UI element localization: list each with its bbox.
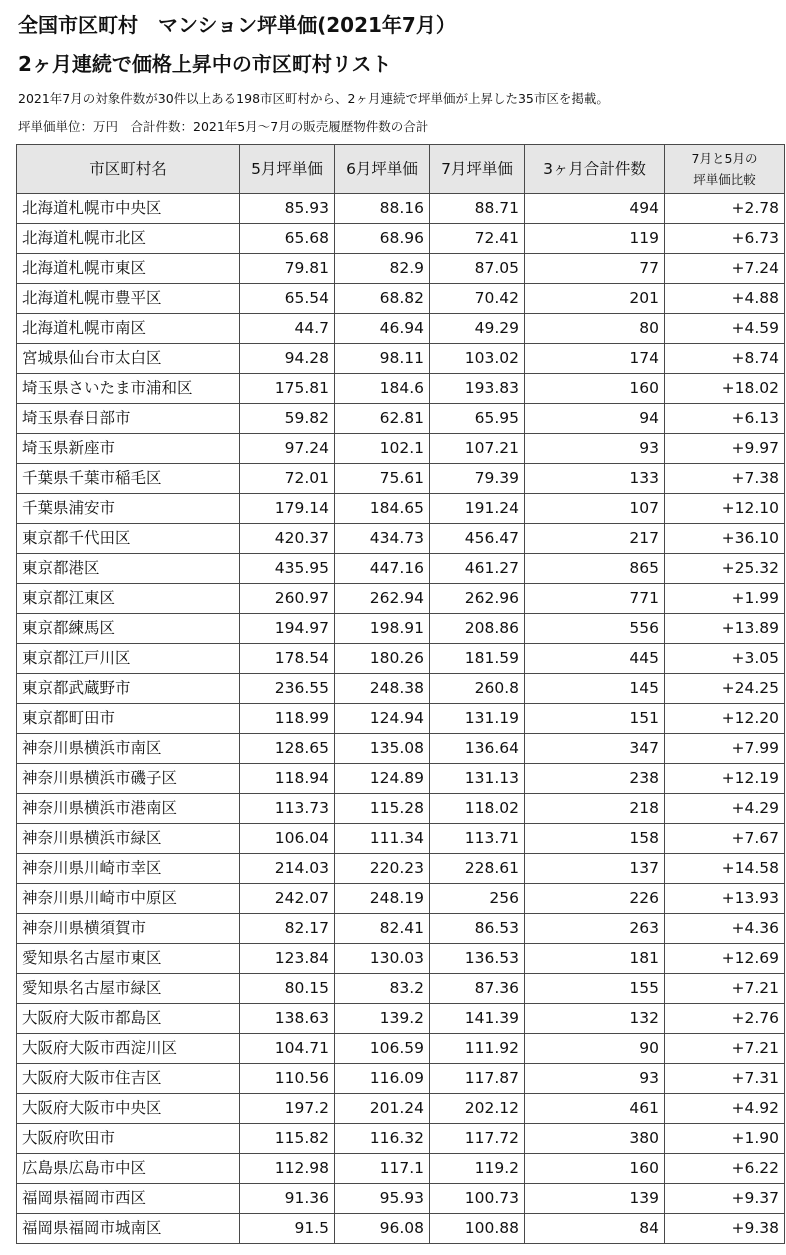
- table-row: [17, 464, 785, 494]
- cell-total-count: 238: [525, 764, 665, 794]
- header-ratio-line2: 坪単価比較: [693, 172, 756, 187]
- cell-july-price: 79.39: [430, 464, 525, 494]
- cell-price-diff: +4.59: [665, 314, 785, 344]
- cell-price-diff: +13.93: [665, 884, 785, 914]
- cell-july-price: 70.42: [430, 284, 525, 314]
- cell-total-count: 90: [525, 1034, 665, 1064]
- cell-june-price: 88.16: [335, 194, 430, 224]
- cell-july-price: 111.92: [430, 1034, 525, 1064]
- cell-may-price: 104.71: [240, 1034, 335, 1064]
- cell-name: 神奈川県横須賀市: [17, 914, 240, 944]
- cell-price-diff: +12.20: [665, 704, 785, 734]
- cell-total-count: 93: [525, 1064, 665, 1094]
- cell-june-price: 111.34: [335, 824, 430, 854]
- cell-price-diff: +12.19: [665, 764, 785, 794]
- unit-note: 坪単価単位：万円 合計件数：2021年5月～7月の販売履歴物件数の合計: [18, 119, 429, 134]
- cell-total-count: 93: [525, 434, 665, 464]
- cell-july-price: 260.8: [430, 674, 525, 704]
- description-text: 2021年7月の対象件数が30件以上ある198市区町村から、2ヶ月連続で坪単価が上昇した35市区を掲載。: [18, 91, 609, 106]
- table-row: [17, 704, 785, 734]
- cell-total-count: 139: [525, 1184, 665, 1214]
- table-row: [17, 944, 785, 974]
- cell-price-diff: +7.21: [665, 1034, 785, 1064]
- cell-june-price: 180.26: [335, 644, 430, 674]
- cell-price-diff: +9.97: [665, 434, 785, 464]
- cell-total-count: 865: [525, 554, 665, 584]
- cell-price-diff: +18.02: [665, 374, 785, 404]
- header-july: 7月坪単価: [430, 145, 525, 194]
- cell-july-price: 131.19: [430, 704, 525, 734]
- cell-total-count: 160: [525, 374, 665, 404]
- cell-may-price: 79.81: [240, 254, 335, 284]
- header-june: 6月坪単価: [335, 145, 430, 194]
- cell-name: 埼玉県さいたま市浦和区: [17, 374, 240, 404]
- cell-july-price: 141.39: [430, 1004, 525, 1034]
- cell-total-count: 771: [525, 584, 665, 614]
- cell-total-count: 494: [525, 194, 665, 224]
- table-row: [17, 1214, 785, 1244]
- cell-june-price: 139.2: [335, 1004, 430, 1034]
- cell-name: 千葉県浦安市: [17, 494, 240, 524]
- cell-total-count: 155: [525, 974, 665, 1004]
- cell-total-count: 151: [525, 704, 665, 734]
- cell-total-count: 445: [525, 644, 665, 674]
- cell-june-price: 75.61: [335, 464, 430, 494]
- table-row: [17, 494, 785, 524]
- cell-total-count: 556: [525, 614, 665, 644]
- cell-july-price: 262.96: [430, 584, 525, 614]
- cell-may-price: 420.37: [240, 524, 335, 554]
- header-ratio: [665, 145, 785, 194]
- table-row: [17, 1154, 785, 1184]
- cell-june-price: 220.23: [335, 854, 430, 884]
- table-row: [17, 374, 785, 404]
- cell-name: 東京都千代田区: [17, 524, 240, 554]
- cell-price-diff: +9.38: [665, 1214, 785, 1244]
- cell-total-count: 94: [525, 404, 665, 434]
- cell-july-price: 193.83: [430, 374, 525, 404]
- cell-may-price: 85.93: [240, 194, 335, 224]
- header-total: 3ヶ月合計件数: [525, 145, 665, 194]
- cell-name: 東京都港区: [17, 554, 240, 584]
- cell-name: 東京都江戸川区: [17, 644, 240, 674]
- table-row: [17, 194, 785, 224]
- cell-may-price: 80.15: [240, 974, 335, 1004]
- cell-name: 北海道札幌市北区: [17, 224, 240, 254]
- cell-july-price: 117.87: [430, 1064, 525, 1094]
- cell-may-price: 94.28: [240, 344, 335, 374]
- cell-june-price: 447.16: [335, 554, 430, 584]
- cell-total-count: 263: [525, 914, 665, 944]
- cell-price-diff: +4.29: [665, 794, 785, 824]
- cell-total-count: 158: [525, 824, 665, 854]
- cell-may-price: 91.36: [240, 1184, 335, 1214]
- table-row: [17, 884, 785, 914]
- cell-price-diff: +4.88: [665, 284, 785, 314]
- table-row: [17, 344, 785, 374]
- cell-may-price: 260.97: [240, 584, 335, 614]
- cell-july-price: 88.71: [430, 194, 525, 224]
- cell-price-diff: +14.58: [665, 854, 785, 884]
- cell-june-price: 117.1: [335, 1154, 430, 1184]
- cell-june-price: 46.94: [335, 314, 430, 344]
- cell-total-count: 347: [525, 734, 665, 764]
- cell-total-count: 181: [525, 944, 665, 974]
- cell-total-count: 133: [525, 464, 665, 494]
- cell-july-price: 49.29: [430, 314, 525, 344]
- cell-price-diff: +2.78: [665, 194, 785, 224]
- cell-price-diff: +7.38: [665, 464, 785, 494]
- cell-july-price: 461.27: [430, 554, 525, 584]
- cell-july-price: 87.36: [430, 974, 525, 1004]
- cell-price-diff: +4.92: [665, 1094, 785, 1124]
- header-name: 市区町村名: [17, 145, 240, 194]
- cell-june-price: 116.32: [335, 1124, 430, 1154]
- cell-july-price: 65.95: [430, 404, 525, 434]
- cell-june-price: 124.94: [335, 704, 430, 734]
- cell-july-price: 136.53: [430, 944, 525, 974]
- cell-may-price: 112.98: [240, 1154, 335, 1184]
- cell-july-price: 456.47: [430, 524, 525, 554]
- cell-total-count: 380: [525, 1124, 665, 1154]
- cell-may-price: 82.17: [240, 914, 335, 944]
- cell-name: 東京都町田市: [17, 704, 240, 734]
- cell-price-diff: +12.10: [665, 494, 785, 524]
- cell-july-price: 208.86: [430, 614, 525, 644]
- cell-may-price: 44.7: [240, 314, 335, 344]
- cell-price-diff: +2.76: [665, 1004, 785, 1034]
- cell-price-diff: +6.13: [665, 404, 785, 434]
- table-row: [17, 824, 785, 854]
- cell-july-price: 131.13: [430, 764, 525, 794]
- cell-price-diff: +6.22: [665, 1154, 785, 1184]
- cell-may-price: 110.56: [240, 1064, 335, 1094]
- cell-price-diff: +13.89: [665, 614, 785, 644]
- table-body: [17, 194, 785, 1244]
- table-row: [17, 614, 785, 644]
- cell-may-price: 138.63: [240, 1004, 335, 1034]
- cell-may-price: 179.14: [240, 494, 335, 524]
- table-row: [17, 1184, 785, 1214]
- cell-june-price: 135.08: [335, 734, 430, 764]
- cell-may-price: 72.01: [240, 464, 335, 494]
- cell-name: 大阪府大阪市都島区: [17, 1004, 240, 1034]
- cell-total-count: 132: [525, 1004, 665, 1034]
- cell-june-price: 201.24: [335, 1094, 430, 1124]
- page-title: 全国市区町村 マンション坪単価(2021年7月）: [18, 13, 456, 37]
- cell-name: 福岡県福岡市城南区: [17, 1214, 240, 1244]
- cell-may-price: 97.24: [240, 434, 335, 464]
- table-row: [17, 254, 785, 284]
- table-row: [17, 1034, 785, 1064]
- cell-price-diff: +1.99: [665, 584, 785, 614]
- cell-june-price: 68.82: [335, 284, 430, 314]
- cell-july-price: 118.02: [430, 794, 525, 824]
- cell-july-price: 113.71: [430, 824, 525, 854]
- table-row: [17, 854, 785, 884]
- table-row: [17, 584, 785, 614]
- cell-name: 大阪府吹田市: [17, 1124, 240, 1154]
- cell-price-diff: +7.31: [665, 1064, 785, 1094]
- cell-price-diff: +24.25: [665, 674, 785, 704]
- cell-total-count: 461: [525, 1094, 665, 1124]
- cell-july-price: 228.61: [430, 854, 525, 884]
- cell-price-diff: +25.32: [665, 554, 785, 584]
- cell-price-diff: +4.36: [665, 914, 785, 944]
- cell-may-price: 435.95: [240, 554, 335, 584]
- cell-name: 北海道札幌市豊平区: [17, 284, 240, 314]
- cell-name: 愛知県名古屋市東区: [17, 944, 240, 974]
- header-row: [17, 145, 785, 194]
- cell-july-price: 191.24: [430, 494, 525, 524]
- cell-july-price: 86.53: [430, 914, 525, 944]
- cell-price-diff: +7.67: [665, 824, 785, 854]
- cell-may-price: 59.82: [240, 404, 335, 434]
- cell-name: 神奈川県川崎市中原区: [17, 884, 240, 914]
- cell-may-price: 106.04: [240, 824, 335, 854]
- cell-total-count: 217: [525, 524, 665, 554]
- cell-total-count: 77: [525, 254, 665, 284]
- cell-name: 北海道札幌市東区: [17, 254, 240, 284]
- cell-may-price: 178.54: [240, 644, 335, 674]
- cell-may-price: 236.55: [240, 674, 335, 704]
- cell-july-price: 181.59: [430, 644, 525, 674]
- table-row: [17, 314, 785, 344]
- cell-name: 大阪府大阪市中央区: [17, 1094, 240, 1124]
- table-row: [17, 1124, 785, 1154]
- cell-total-count: 137: [525, 854, 665, 884]
- cell-total-count: 201: [525, 284, 665, 314]
- cell-price-diff: +7.24: [665, 254, 785, 284]
- table-header: [17, 145, 785, 194]
- cell-name: 神奈川県横浜市緑区: [17, 824, 240, 854]
- cell-name: 広島県広島市中区: [17, 1154, 240, 1184]
- table-row: [17, 524, 785, 554]
- cell-may-price: 65.54: [240, 284, 335, 314]
- cell-may-price: 214.03: [240, 854, 335, 884]
- cell-total-count: 174: [525, 344, 665, 374]
- cell-july-price: 119.2: [430, 1154, 525, 1184]
- cell-price-diff: +8.74: [665, 344, 785, 374]
- header-ratio-line1: 7月と5月の: [691, 151, 758, 166]
- cell-name: 大阪府大阪市西淀川区: [17, 1034, 240, 1064]
- cell-july-price: 72.41: [430, 224, 525, 254]
- cell-name: 神奈川県横浜市南区: [17, 734, 240, 764]
- cell-june-price: 68.96: [335, 224, 430, 254]
- cell-price-diff: +3.05: [665, 644, 785, 674]
- cell-june-price: 130.03: [335, 944, 430, 974]
- cell-price-diff: +36.10: [665, 524, 785, 554]
- cell-may-price: 242.07: [240, 884, 335, 914]
- cell-june-price: 106.59: [335, 1034, 430, 1064]
- cell-name: 神奈川県川崎市幸区: [17, 854, 240, 884]
- cell-price-diff: +12.69: [665, 944, 785, 974]
- cell-total-count: 107: [525, 494, 665, 524]
- cell-name: 北海道札幌市中央区: [17, 194, 240, 224]
- cell-name: 北海道札幌市南区: [17, 314, 240, 344]
- cell-may-price: 194.97: [240, 614, 335, 644]
- table-row: [17, 224, 785, 254]
- cell-name: 東京都江東区: [17, 584, 240, 614]
- page-subtitle: 2ヶ月連続で価格上昇中の市区町村リスト: [18, 52, 392, 76]
- table-row: [17, 794, 785, 824]
- cell-name: 東京都練馬区: [17, 614, 240, 644]
- cell-may-price: 123.84: [240, 944, 335, 974]
- cell-name: 東京都武蔵野市: [17, 674, 240, 704]
- cell-total-count: 84: [525, 1214, 665, 1244]
- cell-july-price: 256: [430, 884, 525, 914]
- cell-july-price: 100.88: [430, 1214, 525, 1244]
- table-row: [17, 734, 785, 764]
- cell-july-price: 117.72: [430, 1124, 525, 1154]
- cell-name: 福岡県福岡市西区: [17, 1184, 240, 1214]
- cell-name: 神奈川県横浜市磯子区: [17, 764, 240, 794]
- cell-june-price: 116.09: [335, 1064, 430, 1094]
- cell-july-price: 202.12: [430, 1094, 525, 1124]
- cell-june-price: 82.41: [335, 914, 430, 944]
- cell-name: 愛知県名古屋市緑区: [17, 974, 240, 1004]
- table-row: [17, 674, 785, 704]
- table-row: [17, 764, 785, 794]
- cell-june-price: 184.6: [335, 374, 430, 404]
- table-row: [17, 1064, 785, 1094]
- cell-name: 千葉県千葉市稲毛区: [17, 464, 240, 494]
- table-row: [17, 554, 785, 584]
- price-table: [16, 144, 785, 1244]
- cell-june-price: 434.73: [335, 524, 430, 554]
- cell-june-price: 184.65: [335, 494, 430, 524]
- cell-name: 神奈川県横浜市港南区: [17, 794, 240, 824]
- cell-total-count: 145: [525, 674, 665, 704]
- cell-price-diff: +6.73: [665, 224, 785, 254]
- cell-may-price: 115.82: [240, 1124, 335, 1154]
- cell-june-price: 248.19: [335, 884, 430, 914]
- cell-may-price: 65.68: [240, 224, 335, 254]
- table-row: [17, 644, 785, 674]
- cell-name: 宮城県仙台市太白区: [17, 344, 240, 374]
- cell-may-price: 128.65: [240, 734, 335, 764]
- cell-may-price: 113.73: [240, 794, 335, 824]
- table-row: [17, 284, 785, 314]
- cell-june-price: 248.38: [335, 674, 430, 704]
- cell-may-price: 118.99: [240, 704, 335, 734]
- cell-june-price: 95.93: [335, 1184, 430, 1214]
- cell-june-price: 124.89: [335, 764, 430, 794]
- cell-total-count: 218: [525, 794, 665, 824]
- cell-may-price: 175.81: [240, 374, 335, 404]
- cell-name: 埼玉県春日部市: [17, 404, 240, 434]
- cell-june-price: 98.11: [335, 344, 430, 374]
- table-row: [17, 434, 785, 464]
- cell-july-price: 103.02: [430, 344, 525, 374]
- cell-june-price: 102.1: [335, 434, 430, 464]
- cell-price-diff: +1.90: [665, 1124, 785, 1154]
- cell-june-price: 96.08: [335, 1214, 430, 1244]
- cell-total-count: 226: [525, 884, 665, 914]
- cell-june-price: 198.91: [335, 614, 430, 644]
- cell-total-count: 80: [525, 314, 665, 344]
- table-row: [17, 974, 785, 1004]
- table-row: [17, 914, 785, 944]
- cell-price-diff: +7.21: [665, 974, 785, 1004]
- cell-may-price: 91.5: [240, 1214, 335, 1244]
- cell-june-price: 262.94: [335, 584, 430, 614]
- table-row: [17, 1094, 785, 1124]
- cell-july-price: 136.64: [430, 734, 525, 764]
- cell-june-price: 83.2: [335, 974, 430, 1004]
- cell-price-diff: +7.99: [665, 734, 785, 764]
- cell-june-price: 82.9: [335, 254, 430, 284]
- table-row: [17, 1004, 785, 1034]
- cell-july-price: 107.21: [430, 434, 525, 464]
- cell-june-price: 115.28: [335, 794, 430, 824]
- cell-may-price: 197.2: [240, 1094, 335, 1124]
- cell-july-price: 87.05: [430, 254, 525, 284]
- header-may: 5月坪単価: [240, 145, 335, 194]
- cell-price-diff: +9.37: [665, 1184, 785, 1214]
- cell-may-price: 118.94: [240, 764, 335, 794]
- cell-total-count: 160: [525, 1154, 665, 1184]
- cell-june-price: 62.81: [335, 404, 430, 434]
- table-row: [17, 404, 785, 434]
- cell-name: 埼玉県新座市: [17, 434, 240, 464]
- cell-name: 大阪府大阪市住吉区: [17, 1064, 240, 1094]
- cell-july-price: 100.73: [430, 1184, 525, 1214]
- cell-total-count: 119: [525, 224, 665, 254]
